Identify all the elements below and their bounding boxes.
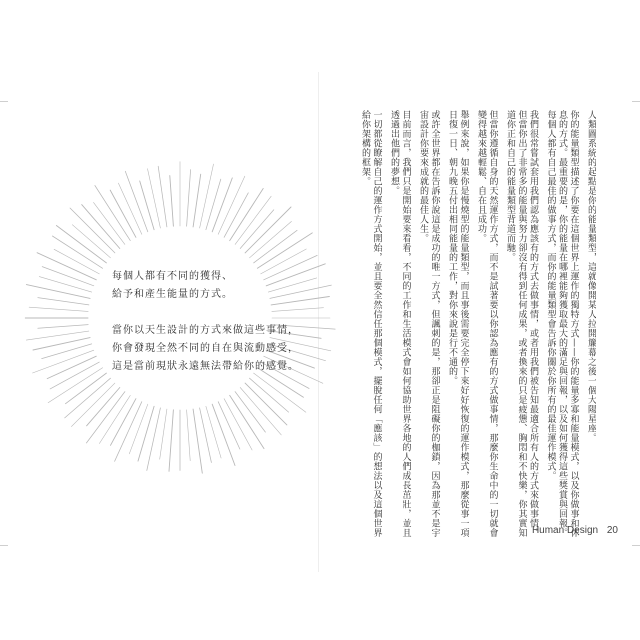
sunburst-ray <box>254 373 306 412</box>
sunburst-ray <box>38 298 89 305</box>
sunburst-ray <box>158 166 167 227</box>
sunburst-ray <box>129 404 148 454</box>
sunburst-ray <box>218 402 240 449</box>
sunburst-ray <box>148 169 161 228</box>
page-number: 20 <box>606 525 618 536</box>
paragraph: 但當你遵循自身的天然運作方式，而不是試著要以你認為應有的方式做事情，那麼你生命中的一切就會變得越來越輕鬆、自在且成功。 <box>476 110 498 538</box>
sunburst-ray <box>270 285 332 298</box>
sunburst-ray <box>33 338 90 350</box>
sunburst-ray <box>212 178 232 232</box>
sunburst-ray <box>138 406 154 461</box>
sunburst-ray <box>206 179 221 230</box>
sunburst-ray <box>187 170 191 227</box>
sunburst-ray <box>86 392 125 443</box>
quote-line: 每個人都有不同的獲得、 <box>112 271 233 282</box>
sunburst-ray <box>240 388 281 435</box>
sunburst-ray <box>193 409 202 473</box>
quote-line: 你會發現全然不同的自在與流動感受， <box>112 343 299 354</box>
quote-block-2 <box>112 322 299 376</box>
quote-line: 給予和產生能量的方式。 <box>112 289 233 300</box>
sunburst-ray <box>26 285 90 299</box>
sunburst-ray <box>206 406 221 458</box>
sunburst-ray <box>200 164 214 228</box>
sunburst-ray <box>245 207 291 253</box>
sunburst-ray <box>170 176 174 227</box>
sunburst-ray <box>272 308 324 312</box>
sunburst-ray <box>70 208 115 253</box>
body-text-vertical <box>356 110 599 538</box>
sunburst-ray <box>169 410 173 472</box>
paragraph: 目前而言，我們只是開始要來看看，不同的工作和生活模式會如何協助世界各地的人們成長茁壯，並且透過出他們的夢想。 <box>389 110 411 538</box>
running-header: Human Design <box>531 525 599 536</box>
paragraph: 我們很常嘗試套用我們認為應該有的方式去做事情，或者用我們被告知最適合所有人的方式來做事情。但當你出了非常多的能量與努力卻沒有得到任何成果，或者換來的只是疲憊、胸悶和不快樂，你其實知道你正和自己的能量類型背道而馳。 <box>505 110 538 538</box>
sunburst-ray <box>29 307 88 311</box>
sunburst-ray <box>245 383 287 425</box>
quote-line: 這是當前現狀永遠無法帶給你的感覺。 <box>112 361 299 372</box>
sunburst-ray <box>271 297 329 305</box>
sunburst-ray <box>42 267 94 286</box>
sunburst-ray <box>160 409 167 459</box>
sunburst-ray <box>257 233 312 268</box>
paragraph: 人類圖系統的起點是你的能量類型，這就像開某人拉開簾幕之後一個大陽星座。 <box>586 110 596 443</box>
quote-block-1 <box>112 268 233 304</box>
paragraph: 舉例來說，如果你是慢燒型的能量類型，而且事後需要完全停下來好好恢復的運作模式，那麼從事一項日復一日、朝九晚五付出相同能量的工作，對你來說是行不通的。 <box>447 110 469 538</box>
page-footer <box>526 525 618 536</box>
sunburst-ray <box>65 378 111 418</box>
sunburst-ray <box>187 410 191 461</box>
paragraph: 一切都從瞭解自己的運作方式開始，並且要全然信任那個模式，擺脫任何「應該」的想法以及這個世界給你架構的框架。 <box>360 110 382 538</box>
sunburst-ray <box>39 277 91 293</box>
sunburst-ray <box>200 408 212 463</box>
paragraph: 你的能量類型描述了你要在這個世界上運作的獨特方式——你的能量多寡和能量模式，以及你做事和休息的方式。最重要的是，你的能量在哪裡能夠獲取最大的滿足與回報，以及如何獲得這些獎賞與回報。每個人都有自己最佳的做事方式，而你的能量類型會告訴你關於你所有的最佳運作模式。 <box>545 110 579 538</box>
sunburst-ray <box>26 331 89 340</box>
sunburst-ray <box>193 174 201 227</box>
quote-line: 當你以天生設計的方式來做這些事情， <box>112 325 299 336</box>
sunburst-ray <box>82 205 120 249</box>
sunburst-ray <box>56 226 106 263</box>
sunburst-ray <box>235 392 265 433</box>
sunburst-ray <box>71 383 115 427</box>
paragraph: 或許全世界都在告訴你說這是成功的唯一方式，但諷刺的是，那卻正是阻礙你的枷鎖，因為那並不是宇宙設計你要來成就的最佳人生。 <box>418 110 440 538</box>
sunburst-ray <box>147 408 161 471</box>
sunburst-ray <box>38 325 88 329</box>
